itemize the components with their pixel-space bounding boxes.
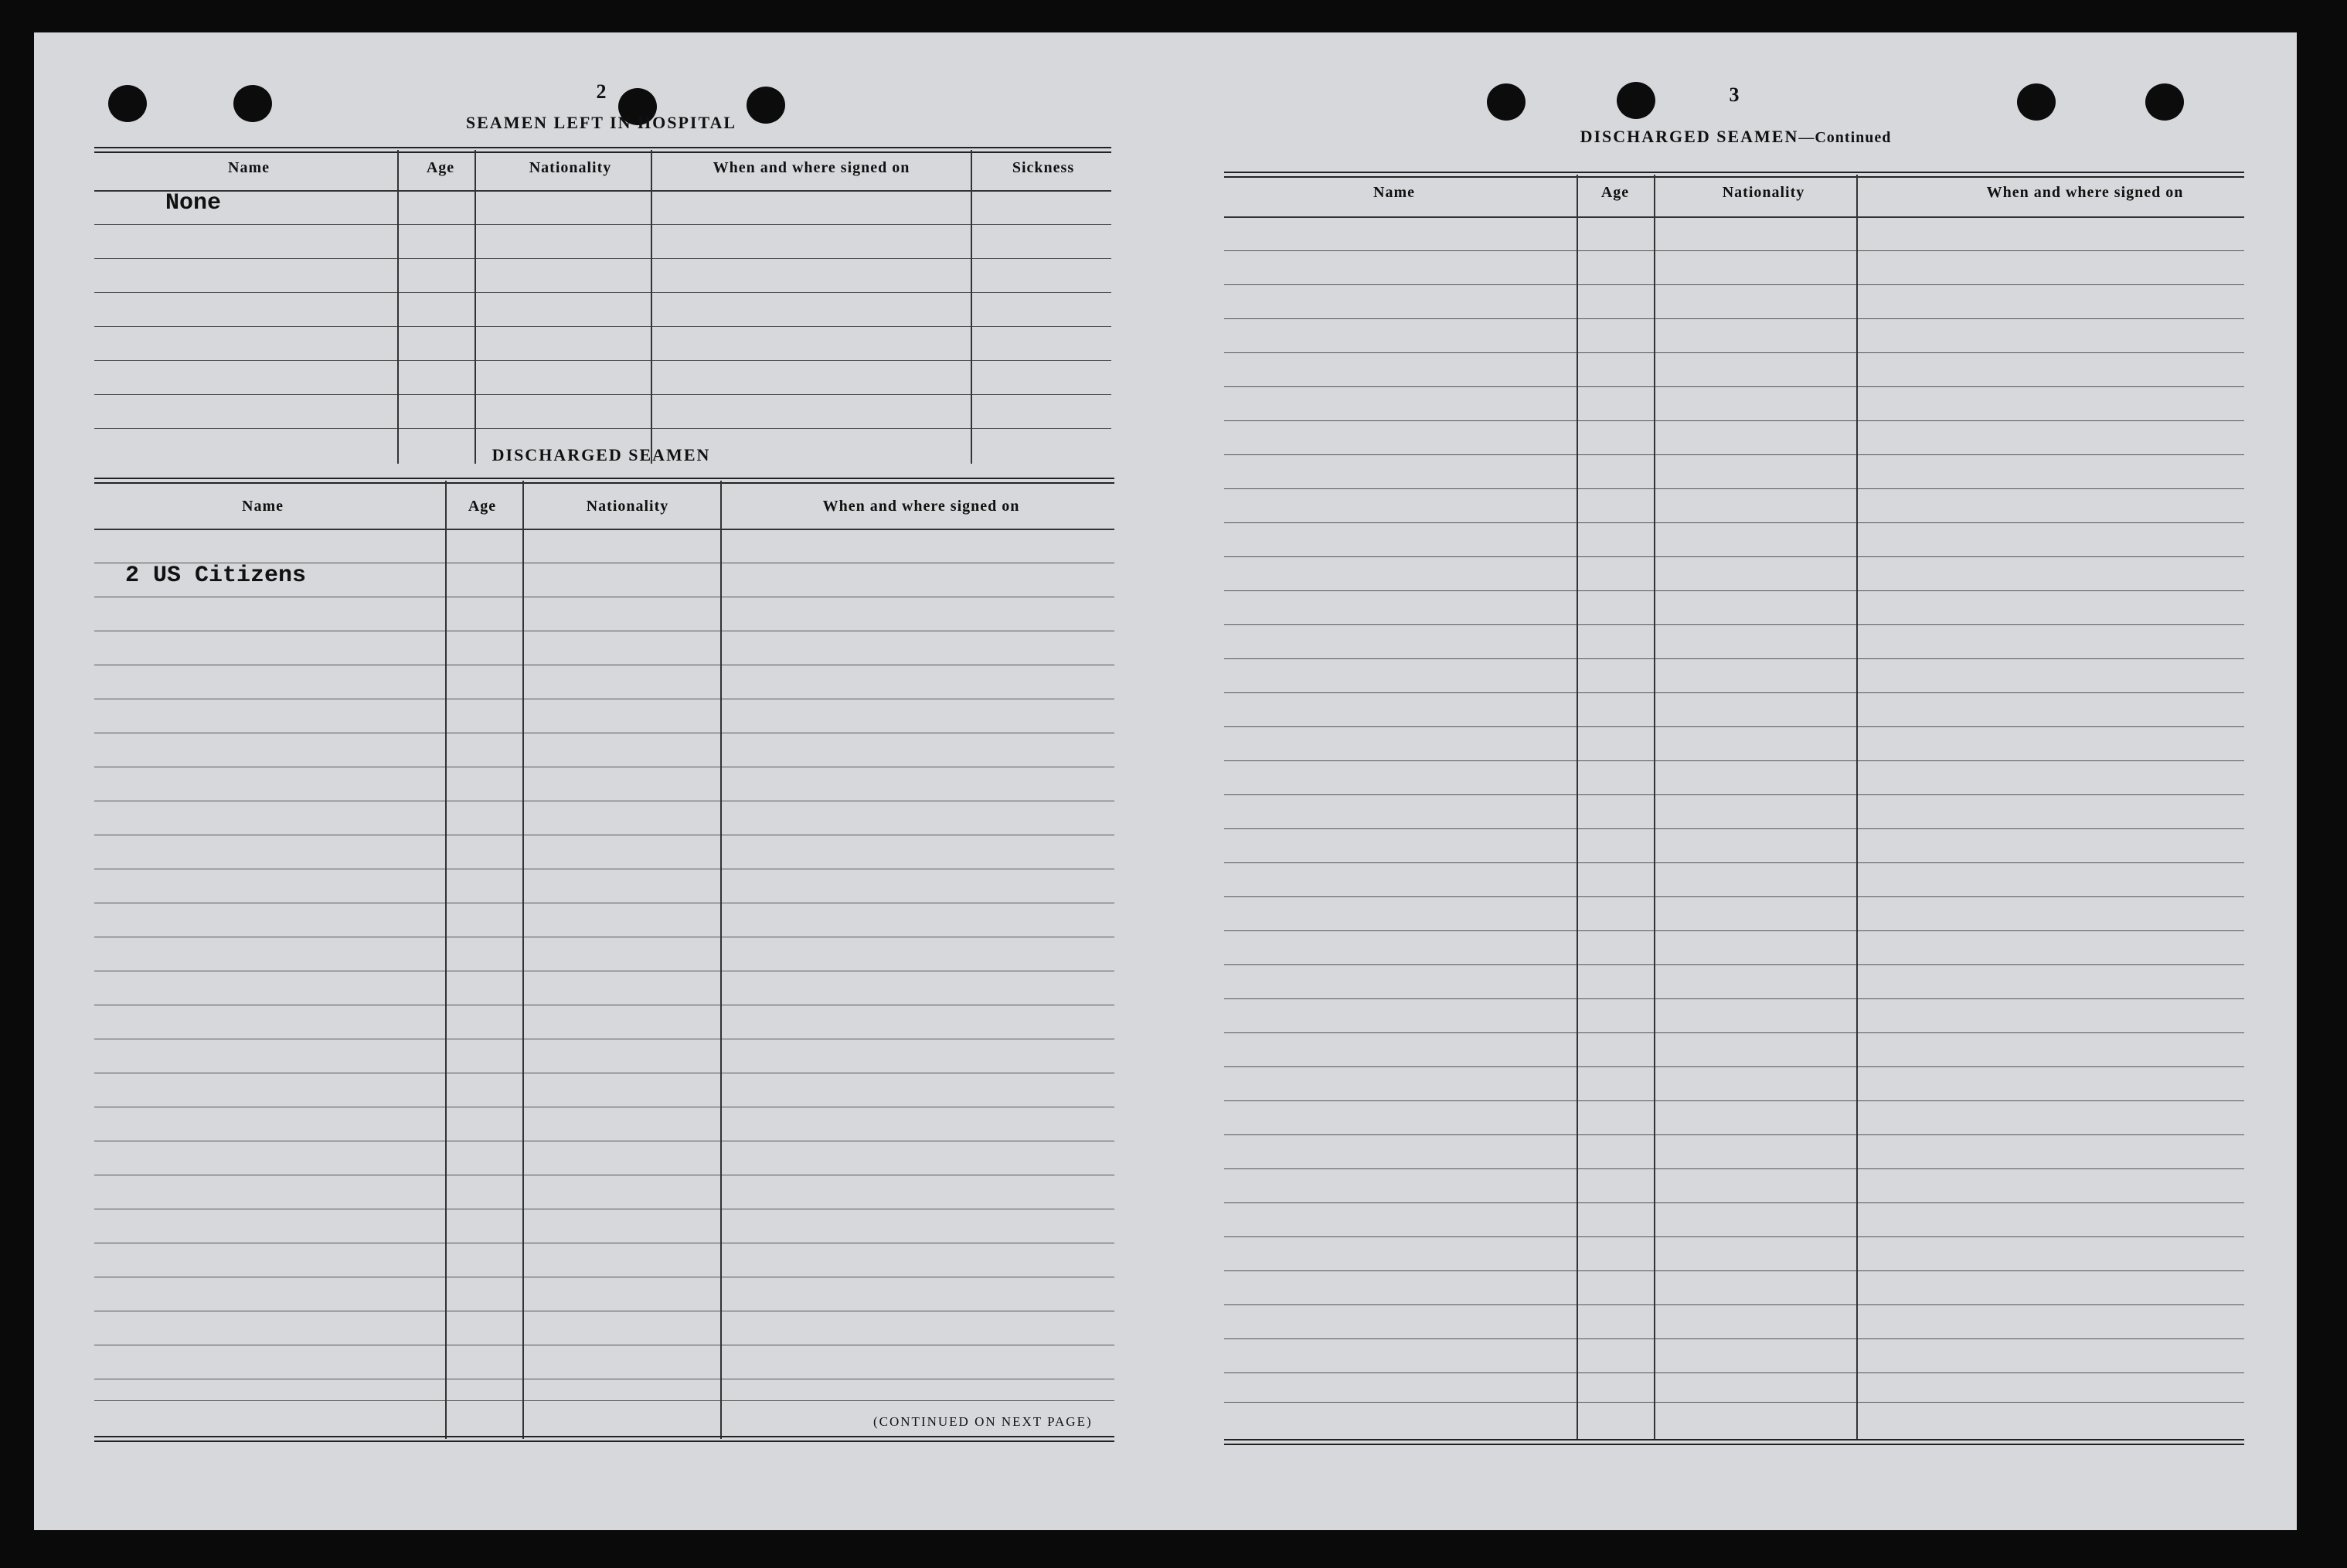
continued-col-signed-on: When and where signed on [1986,184,2184,201]
punch-hole [1617,82,1655,119]
discharged-table-right [1224,172,2244,1447]
punch-hole [1487,83,1526,121]
hospital-col-age: Age [426,159,455,176]
discharged-col-name: Name [242,498,284,515]
punch-hole [2017,83,2056,121]
hospital-col-signed-on: When and where signed on [713,159,910,176]
punch-hole [108,85,147,122]
continued-col-name: Name [1373,184,1415,201]
continued-col-nationality: Nationality [1722,184,1805,201]
discharged-col-signed-on: When and where signed on [822,498,1020,515]
discharged-continued-title-suffix: —Continued [1798,129,1892,146]
discharged-col-nationality: Nationality [586,498,669,515]
hospital-row-name: None [165,190,222,216]
page-number-left: 2 [596,80,607,103]
hospital-table [94,147,1111,464]
hospital-col-nationality: Nationality [529,159,612,176]
discharged-continued-title-main: DISCHARGED SEAMEN [1580,127,1799,146]
discharged-continued-title [1580,127,1892,147]
page-number-right: 3 [1729,83,1740,106]
discharged-table-left [94,478,1114,1445]
continued-col-age: Age [1600,184,1630,201]
discharged-row-name: 2 US Citizens [125,563,307,589]
punch-hole [233,85,272,122]
discharged-section-title: DISCHARGED SEAMEN [492,445,711,464]
punch-hole [2145,83,2184,121]
document-sheet [34,32,2297,1530]
continued-footer: (CONTINUED ON NEXT PAGE) [873,1414,1093,1429]
punch-hole [747,87,785,124]
discharged-col-age: Age [468,498,497,515]
hospital-col-sickness: Sickness [1012,159,1075,176]
hospital-section-title: SEAMEN LEFT IN HOSPITAL [465,113,737,132]
hospital-col-name: Name [228,159,270,176]
